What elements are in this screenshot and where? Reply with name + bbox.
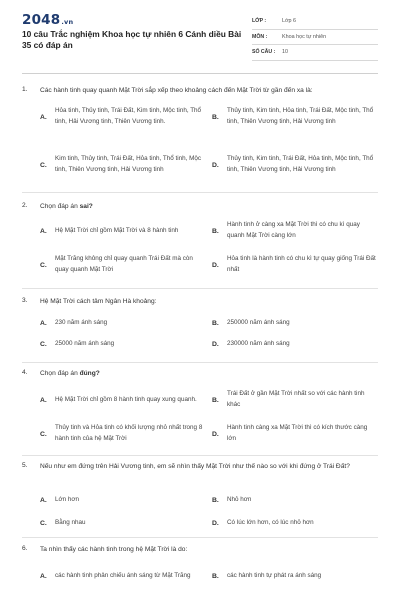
option-c[interactable] (40, 517, 205, 529)
question-text: Ta nhìn thấy các hành tinh trong hệ Mặt Trời là do: (40, 546, 188, 553)
option-text: 250000 năm ánh sáng (227, 318, 290, 326)
option-b[interactable] (212, 100, 377, 134)
option-letter: C. (40, 340, 47, 348)
option-b[interactable] (212, 317, 377, 329)
option-text: Mặt Trăng không chỉ quay quanh Trái Đất mà còn quay quanh Mặt Trời (55, 255, 193, 273)
option-text: các hành tinh tự phát ra ánh sáng (227, 571, 322, 579)
option-b[interactable] (212, 389, 377, 411)
option-letter: C. (40, 161, 47, 169)
option-c[interactable] (40, 148, 205, 182)
option-letter: B. (212, 396, 219, 404)
option-text: Lớn hơn (55, 495, 80, 503)
option-a[interactable] (40, 565, 205, 587)
header-divider (22, 73, 378, 74)
option-letter: B. (212, 496, 219, 504)
option-c[interactable] (40, 254, 205, 276)
question-text-main: Chọn đáp án (40, 370, 80, 377)
meta-label: SỐ CÂU : (252, 49, 276, 56)
option-text: các hành tinh phản chiếu ánh sáng từ Mặt Trăng (55, 571, 191, 579)
question-emphasis: đúng? (79, 370, 100, 377)
page-header (0, 0, 400, 68)
option-text: Hành tinh ở càng xa Mặt Trời thì có chu kì quay quanh Mặt Trời càng lớn (227, 221, 360, 239)
meta-label: MÔN : (252, 33, 268, 40)
option-d[interactable] (212, 423, 377, 445)
option-b[interactable] (212, 220, 377, 242)
question-number: 3. (22, 297, 28, 304)
option-d[interactable] (212, 517, 377, 529)
question-divider (22, 537, 378, 538)
option-letter: D. (212, 161, 219, 169)
question-number: 5. (22, 462, 28, 469)
option-text: Kim tinh, Thủy tinh, Trái Đất, Hỏa tinh, Thổ tinh, Mộc tinh, Thiên Vương tinh, Hải Vương tinh (55, 155, 202, 173)
meta-table (252, 14, 378, 61)
option-letter: A. (40, 396, 47, 404)
option-text: 230 năm ánh sáng (55, 318, 108, 326)
option-text: Trái Đất ở gần Mặt Trời nhất so với các hành tinh khác (227, 390, 365, 408)
option-c[interactable] (40, 423, 205, 445)
option-letter: A. (40, 113, 47, 121)
option-a[interactable] (40, 389, 205, 411)
option-letter: A. (40, 496, 47, 504)
meta-value: Lớp 6 (282, 18, 297, 25)
option-text: Hành tinh càng xa Mặt Trời thì có kích thước càng lớn (227, 424, 368, 442)
option-text: 230000 năm ánh sáng (227, 339, 290, 347)
logo-suffix: .vn (61, 18, 74, 26)
question-text (40, 202, 380, 213)
question-text: Nếu như em đứng trên Hải Vương tinh, em sẽ nhìn thấy Mặt Trời như thế nào so với khi đứng ở Trái Đất? (40, 463, 350, 470)
option-text: Thủy tinh, Kim tinh, Trái Đất, Hỏa tinh, Mộc tinh, Thổ tinh, Thiên Vương tinh, Hải Vương tinh (227, 155, 374, 173)
option-d[interactable] (212, 254, 377, 276)
meta-value: 10 (282, 49, 288, 56)
option-a[interactable] (40, 494, 205, 506)
option-letter: D. (212, 519, 219, 527)
option-letter: B. (212, 113, 219, 121)
option-letter: C. (40, 261, 47, 269)
option-b[interactable] (212, 494, 377, 506)
meta-row-subject (252, 30, 378, 46)
option-letter: C. (40, 430, 47, 438)
meta-value: Khoa học tự nhiên (282, 33, 327, 40)
option-letter: B. (212, 319, 219, 327)
option-b[interactable] (212, 565, 377, 587)
document-title: 10 câu Trắc nghiệm Khoa học tự nhiên 6 Cánh diều Bài 35 có đáp án (22, 29, 242, 50)
option-text: Nhỏ hơn (227, 495, 252, 503)
question-number: 4. (22, 369, 28, 376)
option-d[interactable] (212, 148, 377, 182)
option-letter: A. (40, 227, 47, 235)
option-text: Có lúc lớn hơn, có lúc nhỏ hơn (227, 518, 314, 526)
question-emphasis: sai? (79, 203, 93, 210)
question-number: 1. (22, 86, 28, 93)
question-divider (22, 362, 378, 363)
question-text (40, 369, 380, 380)
question-text-main: Chọn đáp án (40, 203, 80, 210)
meta-label: LỚP : (252, 18, 267, 25)
meta-row-count (252, 45, 378, 61)
question-divider (22, 288, 378, 289)
option-letter: D. (212, 340, 219, 348)
option-a[interactable] (40, 220, 205, 242)
option-text: 25000 năm ánh sáng (55, 339, 115, 347)
option-letter: B. (212, 227, 219, 235)
option-a[interactable] (40, 317, 205, 329)
option-letter: C. (40, 519, 47, 527)
question-number: 6. (22, 545, 28, 552)
logo-text: 2048 (22, 12, 61, 28)
question-divider (22, 455, 378, 456)
option-letter: A. (40, 572, 47, 580)
option-text: Thủy tinh và Hỏa tinh có khối lượng nhỏ nhất trong 8 hành tinh của hệ Mặt Trời (55, 424, 203, 442)
question-text: Các hành tinh quay quanh Mặt Trời sắp xếp theo khoảng cách đến Mặt Trời từ gần đến xa là: (40, 87, 313, 94)
option-text: Hỏa tinh là hành tinh có chu kì tự quay giống Trái Đất nhất (227, 255, 376, 273)
option-d[interactable] (212, 338, 377, 350)
option-text: Hệ Mặt Trời chỉ gồm 8 hành tinh quay xung quanh. (55, 395, 197, 403)
question-text: Hệ Mặt Trời cách tâm Ngân Hà khoảng: (40, 298, 157, 305)
question-number: 2. (22, 202, 28, 209)
option-text: Thủy tinh, Kim tinh, Hỏa tinh, Trái Đất, Mộc tinh, Thổ tinh, Thiên Vương tinh, Hải Vương tinh (227, 107, 374, 125)
site-logo[interactable] (22, 12, 73, 28)
option-letter: D. (212, 430, 219, 438)
option-letter: B. (212, 572, 219, 580)
option-a[interactable] (40, 100, 205, 134)
option-text: Bằng nhau (55, 518, 86, 526)
option-letter: D. (212, 261, 219, 269)
option-text: Hệ Mặt Trời chỉ gồm Mặt Trời và 8 hành tinh (55, 226, 179, 234)
meta-row-class (252, 14, 378, 30)
option-letter: A. (40, 319, 47, 327)
question-divider (22, 192, 378, 193)
option-text: Hỏa tinh, Thủy tinh, Trái Đất, Kim tinh, Mộc tinh, Thổ tinh, Hải Vương tinh, Thiên Vương tinh. (55, 107, 202, 125)
option-c[interactable] (40, 338, 205, 350)
